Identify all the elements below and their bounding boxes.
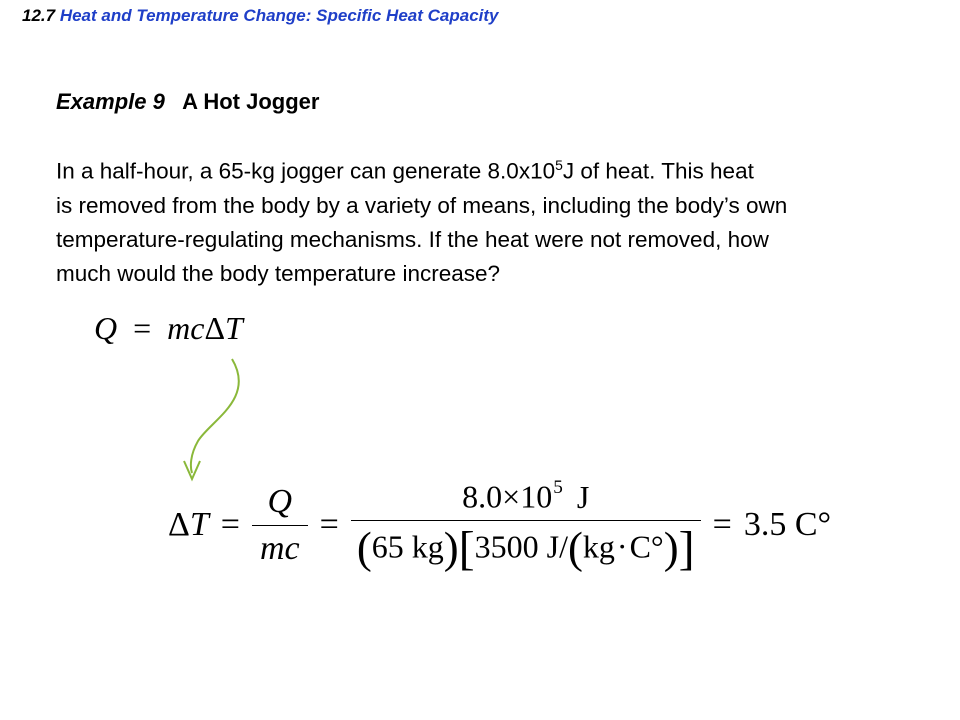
denominator-c-value: 3500 — [474, 527, 539, 564]
problem-line-3: temperature-regulating mechanisms. If the heat were not removed, how — [56, 226, 769, 252]
fraction-q-over-mc — [252, 483, 308, 568]
example-title: A Hot Jogger — [182, 89, 320, 114]
denominator-kg: kg — [582, 527, 615, 564]
denominator-c-unit: J — [546, 527, 560, 564]
formula-T: T — [225, 310, 243, 346]
problem-statement — [56, 148, 936, 291]
section-number: 12.7 — [22, 6, 56, 25]
result-T: T — [189, 506, 209, 543]
result-equals-3: = — [712, 506, 732, 543]
answer-unit: C° — [794, 506, 832, 543]
denominator-slash: / — [559, 527, 568, 564]
section-title: Heat and Temperature Change: Specific Heat Capacity — [59, 6, 499, 25]
example-heading — [56, 89, 319, 115]
formula-delta: Δ — [204, 310, 226, 346]
slide-header — [22, 6, 499, 26]
denominator-temp-unit: C° — [629, 527, 664, 564]
numerator-mantissa: 8.0 — [462, 478, 503, 515]
problem-line-4: much would the body temperature increase? — [56, 260, 501, 286]
problem-line-1 — [56, 148, 936, 189]
denominator-mass: 65 — [371, 527, 404, 564]
numerator-exponent: 5 — [553, 477, 563, 499]
result-answer — [744, 506, 831, 544]
problem-exponent: 5 — [555, 157, 563, 173]
result-equals-2: = — [319, 506, 339, 543]
result-equation — [168, 470, 831, 580]
numerator-unit: J — [576, 478, 590, 515]
heat-formula — [94, 310, 243, 347]
result-delta-symbol: Δ — [168, 506, 190, 543]
result-equals-1: = — [220, 506, 240, 543]
fraction-numerator — [456, 477, 595, 519]
formula-m: m — [167, 310, 191, 346]
fraction-denominator: (65 kg)[3500 J/(kg·C°)] — [351, 520, 701, 573]
example-label: Example 9 — [56, 89, 165, 114]
fraction-denominator-mc: mc — [252, 525, 308, 568]
formula-Q: Q — [94, 310, 118, 346]
formula-equals: = — [133, 310, 152, 346]
denominator-dot: · — [616, 527, 628, 564]
fraction-numeric — [351, 477, 701, 575]
numerator-times: × — [502, 478, 521, 515]
answer-value: 3.5 — [743, 506, 787, 543]
problem-line-2: is removed from the body by a variety of means, including the body’s own — [56, 192, 788, 218]
problem-line-1-text: In a half-hour, a 65-kg jogger can generate 8.0x10 — [56, 158, 556, 184]
problem-line-1-tail: J of heat. This heat — [562, 158, 754, 184]
numerator-base: 10 — [520, 478, 553, 515]
result-delta-T — [168, 506, 209, 544]
fraction-numerator-q: Q — [267, 482, 293, 520]
curved-down-arrow-icon — [170, 355, 260, 485]
denominator-mass-unit: kg — [411, 527, 444, 564]
formula-c: c — [190, 310, 205, 346]
